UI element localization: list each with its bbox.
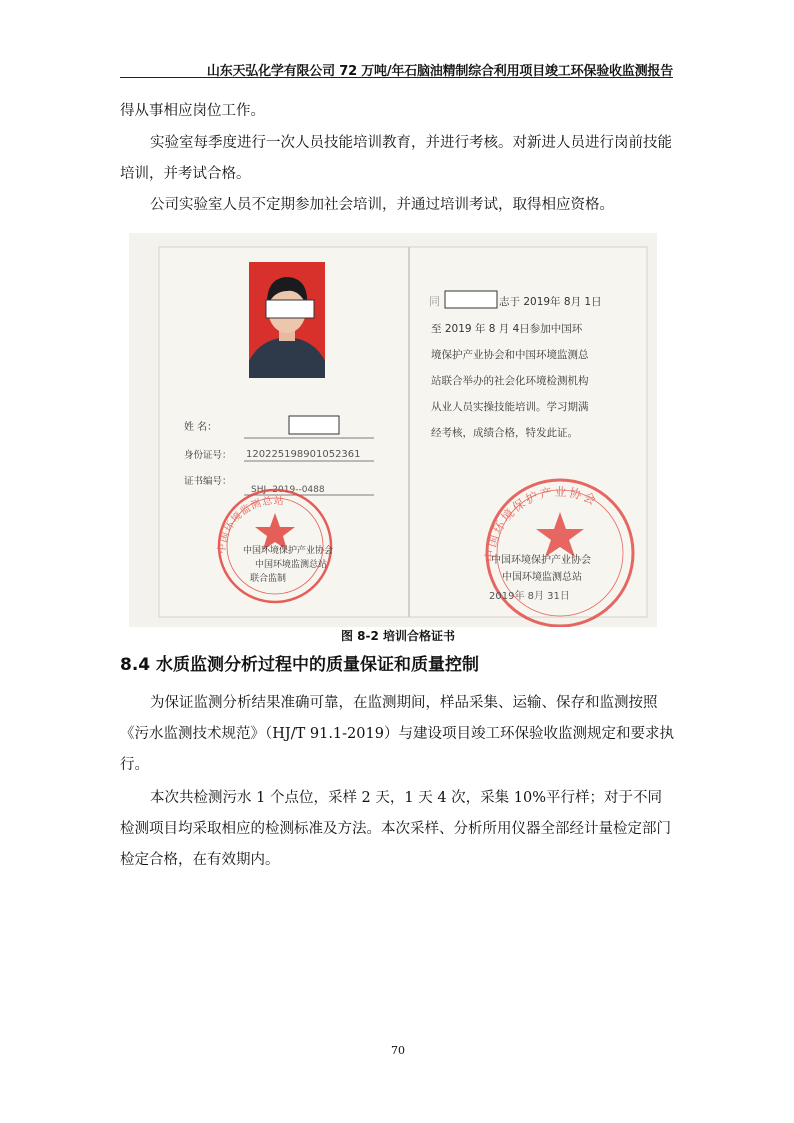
page-number: 70 <box>391 1044 405 1057</box>
right-text-line4: 站联合举办的社会化环境检测机构 <box>431 375 589 387</box>
id-photo <box>249 262 325 378</box>
figure-caption: 图 8-2 培训合格证书 <box>340 629 456 643</box>
right-text-line1: 志于 2019年 8月 1日 <box>499 296 602 308</box>
section-heading: 8.4 水质监测分析过程中的质量保证和质量控制 <box>120 655 480 675</box>
running-header: 山东天弘化学有限公司 72 万吨/年石脑油精制综合利用项目竣工环保验收监测报告 <box>206 64 673 79</box>
label-id-number: 身份证号： <box>184 450 232 461</box>
photo-redaction-box <box>266 300 314 318</box>
svg-text:中国环境保护产业协会: 中国环境保护产业协会 <box>482 484 600 563</box>
paragraph-3: 公司实验室人员不定期参加社会培训，并通过培训考试，取得相应资格。 <box>150 197 614 213</box>
paragraph-1: 得从事相应岗位工作。 <box>120 103 265 119</box>
certificate-svg <box>129 233 657 627</box>
cert-number-value: SHJ--2019--0488 <box>251 485 325 495</box>
certificate-image <box>129 233 657 627</box>
right-seal-line2: 中国环境监测总站 <box>502 572 582 583</box>
paragraph-4: 为保证监测分析结果准确可靠，在监测期间，样品采集、运输、保存和监测按照《污水监测技术规范》（HJ/T 91.1-2019）与建设项目竣工环保验收监测规定和要求执行。 <box>120 695 674 773</box>
name-redaction-box <box>289 416 339 434</box>
header-rule <box>120 77 673 78</box>
id-number-value: 120225198901052361 <box>246 449 361 460</box>
left-seal-line2: 中国环境监测总站 <box>255 560 328 570</box>
right-name-redaction-box <box>445 291 497 308</box>
right-text-line3: 境保护产业协会和中国环境监测总 <box>431 349 589 361</box>
right-text-line2: 至 2019 年 8 月 4日参加中国环 <box>431 323 583 335</box>
svg-text:中国环境监测总站: 中国环境监测总站 <box>216 495 286 555</box>
paragraph-2: 实验室每季度进行一次人员技能培训教育，并进行考核。对新进人员进行岗前技能培训，并考试合格。 <box>120 135 672 182</box>
right-text-line5: 从业人员实操技能培训。学习期满 <box>431 401 589 413</box>
left-seal-line1: 中国环境保护产业协会 <box>243 546 334 556</box>
label-cert-number: 证书编号： <box>184 476 232 487</box>
right-seal-line1: 中国环境保护产业协会 <box>491 555 591 566</box>
right-text-line6: 经考核，成绩合格，特发此证。 <box>431 427 578 439</box>
label-name: 姓 名： <box>184 422 218 433</box>
paragraph-5: 本次共检测污水 1 个点位，采样 2 天，1 天 4 次，采集 10%平行样；对于不同检测项目均采取相应的检测标准及方法。本次采样、分析所用仪器全部经计量检定部门检定合格，在有效期内。 <box>120 790 671 868</box>
right-text-prefix: 同 <box>429 295 440 308</box>
left-seal-line3: 联合监制 <box>250 574 287 584</box>
right-seal-date: 2019年 8月 31日 <box>489 591 570 602</box>
